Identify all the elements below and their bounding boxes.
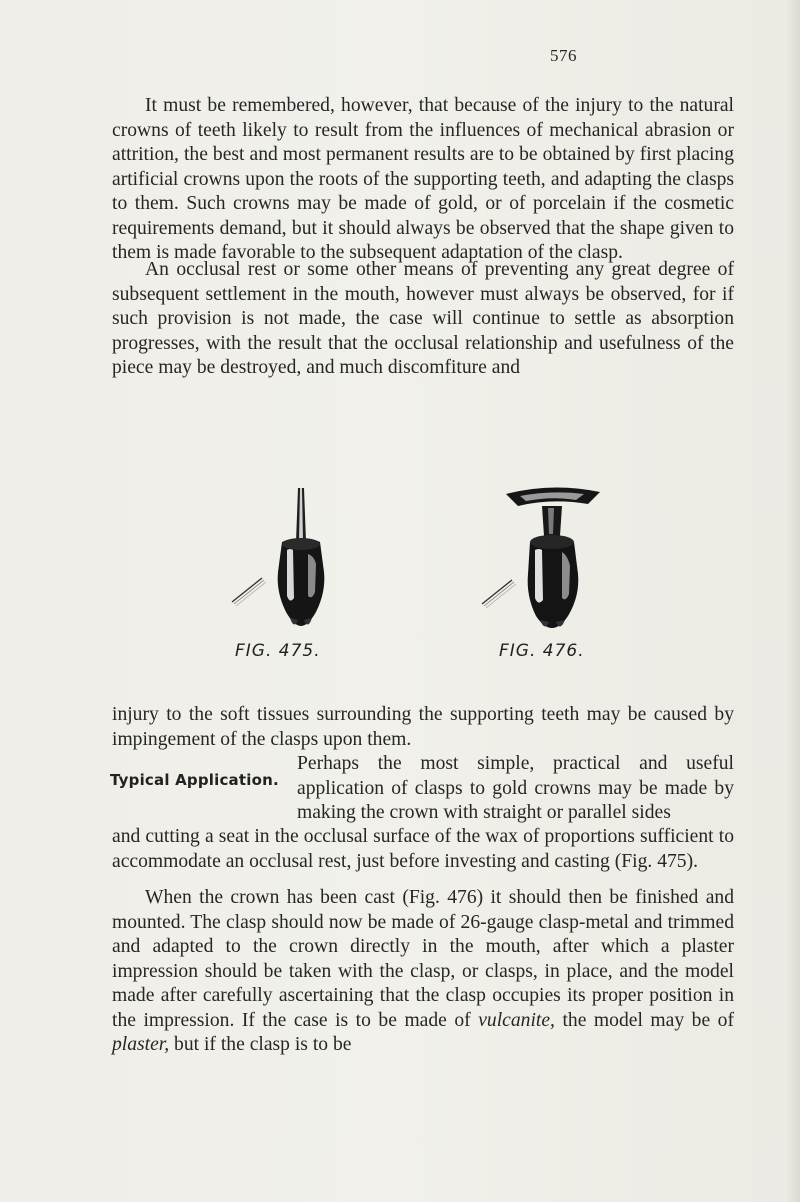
term-plaster: plaster, bbox=[112, 1034, 170, 1055]
paragraph-crown-cast-middle: the model may be of bbox=[554, 1009, 734, 1031]
figure-476-caption: FIG. 476. bbox=[499, 641, 585, 661]
crown-with-occlusal-seat-icon bbox=[224, 480, 364, 640]
page-number: 576 bbox=[550, 46, 577, 65]
paragraph-injury: injury to the soft tissues surrounding the supporting teeth may be caused by impingement of the clasps upon them. bbox=[112, 704, 734, 750]
paragraph-crown-cast-end: but if the clasp is to be bbox=[169, 1034, 352, 1055]
paragraph-typical-application: Perhaps the most simple, practical and useful application of clasps to gold crowns may be made by making the crown with straight or parallel sides bbox=[297, 753, 734, 823]
cast-gold-crown-icon bbox=[476, 480, 616, 640]
paragraph-occlusal-seat: and cutting a seat in the occlusal surface of the wax of proportions sufficient to accommodate an occlusal rest, just before investing and casting (Fig. 475). bbox=[112, 826, 734, 872]
term-vulcanite: vulcanite, bbox=[478, 1009, 555, 1031]
paragraph-crown-cast-text: When the crown has been cast (Fig. 476) it should then be finished and mounted. The clasp should now be made of 26-gauge clasp-metal and trimmed and adapted to the crown directly in the mouth, after which a plaster impression should be taken with the clasp, or clasps, in place, and the model made after carefully ascertaining that the clasp occupies its proper position in the impression. If the case is to be made of bbox=[112, 887, 734, 1031]
paragraph-clasp-crowns: It must be remembered, however, that because of the injury to the natural crowns of teeth likely to result from the influences of mechanical abrasion or attrition, the best and most permanent results are to be obtained by first placing artificial crowns upon the roots of the supporting teeth, and adapting the clasps to them. Such crowns may be made of gold, or of porcelain if the cosmetic requirements demand, but it should always be observed that the shape given to them is made favorable to the subsequent adaptation of the clasp. bbox=[112, 95, 734, 263]
paragraph-crown-cast bbox=[112, 886, 734, 1058]
figure-476 bbox=[476, 480, 616, 640]
page-edge-shadow bbox=[786, 0, 800, 1202]
figure-475-caption: FIG. 475. bbox=[235, 641, 321, 661]
paragraph-occlusal-rest: An occlusal rest or some other means of preventing any great degree of subsequent settlement in the mouth, however must always be observed, for if such provision is not made, the case will continue to settle as absorption progresses, with the result that the occlusal relationship and usefulness of the piece may be destroyed, and much discomfiture and bbox=[112, 259, 734, 378]
side-heading: Typical Application. bbox=[110, 771, 279, 789]
figure-475 bbox=[224, 480, 364, 640]
